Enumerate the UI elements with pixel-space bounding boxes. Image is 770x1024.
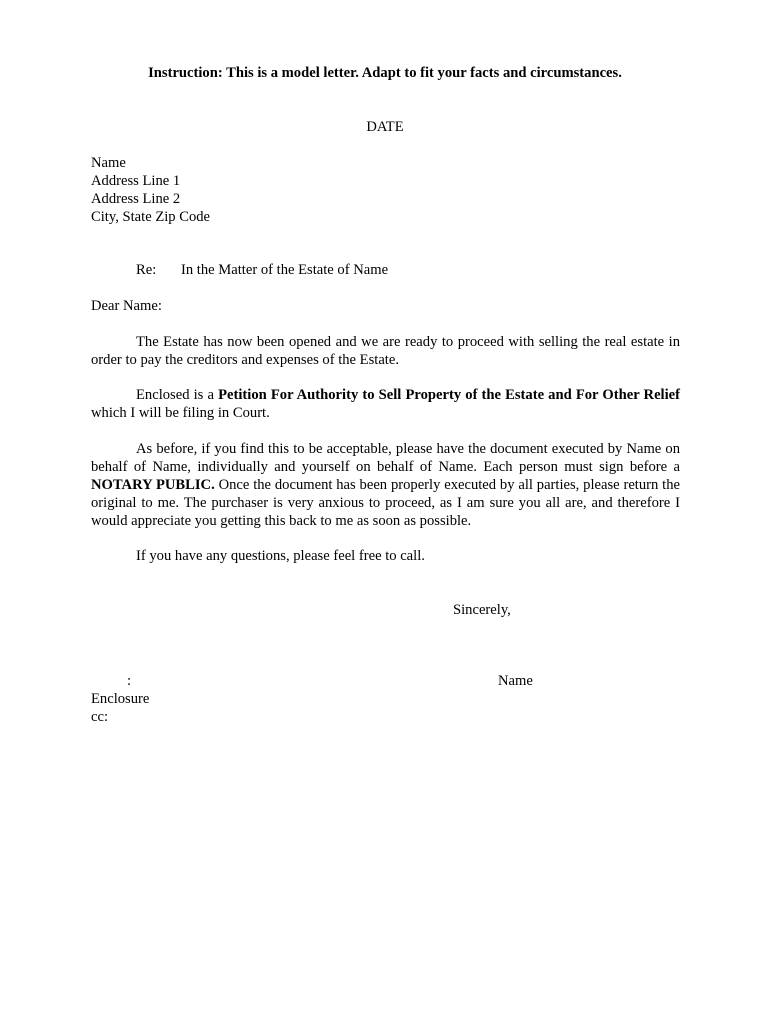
- recipient-address: [91, 154, 210, 226]
- address-line-2: Address Line 2: [91, 191, 181, 207]
- notary-public-text: NOTARY PUBLIC.: [91, 477, 215, 493]
- paragraph-3-post: Once the document has been properly executed by all parties, please return the original to me. The purchaser is very anxious to proceed, as I am sure you all are, and therefore I would appreciate you getting this back to me as soon as possible.: [91, 477, 680, 529]
- instruction-heading: Instruction: This is a model letter. Adapt to fit your facts and circumstances.: [148, 65, 622, 81]
- recipient-name: Name: [91, 155, 126, 171]
- address-line-1: Address Line 1: [91, 173, 181, 189]
- cc-note: cc:: [91, 709, 109, 725]
- enclosure-note: Enclosure: [91, 691, 150, 707]
- letter-date: DATE: [366, 119, 404, 135]
- paragraph-2-pre: Enclosed is a: [136, 387, 219, 403]
- closing-sincerely: Sincerely,: [453, 602, 511, 618]
- re-subject: In the Matter of the Estate of Name: [181, 262, 389, 278]
- signer-name: Name: [498, 673, 533, 689]
- paragraph-2-post: which I will be filing in Court.: [91, 405, 270, 421]
- paragraph-2: [91, 386, 680, 422]
- salutation: Dear Name:: [91, 298, 162, 314]
- paragraph-3-pre: As before, if you find this to be acceptable, please have the document executed by Name on behalf of Name, individually and yourself on behalf of Name. Each person must sign before a: [91, 441, 680, 475]
- initials-colon: :: [127, 673, 132, 689]
- paragraph-1: The Estate has now been opened and we are ready to proceed with selling the real estate in order to pay the creditors and expenses of the Estate.: [91, 334, 680, 368]
- paragraph-4: If you have any questions, please feel free to call.: [136, 548, 425, 564]
- city-state-zip: City, State Zip Code: [91, 209, 211, 225]
- paragraph-3: [91, 440, 680, 530]
- petition-title: Petition For Authority to Sell Property of the Estate and For Other Relief: [218, 387, 681, 403]
- re-label: Re:: [136, 262, 157, 278]
